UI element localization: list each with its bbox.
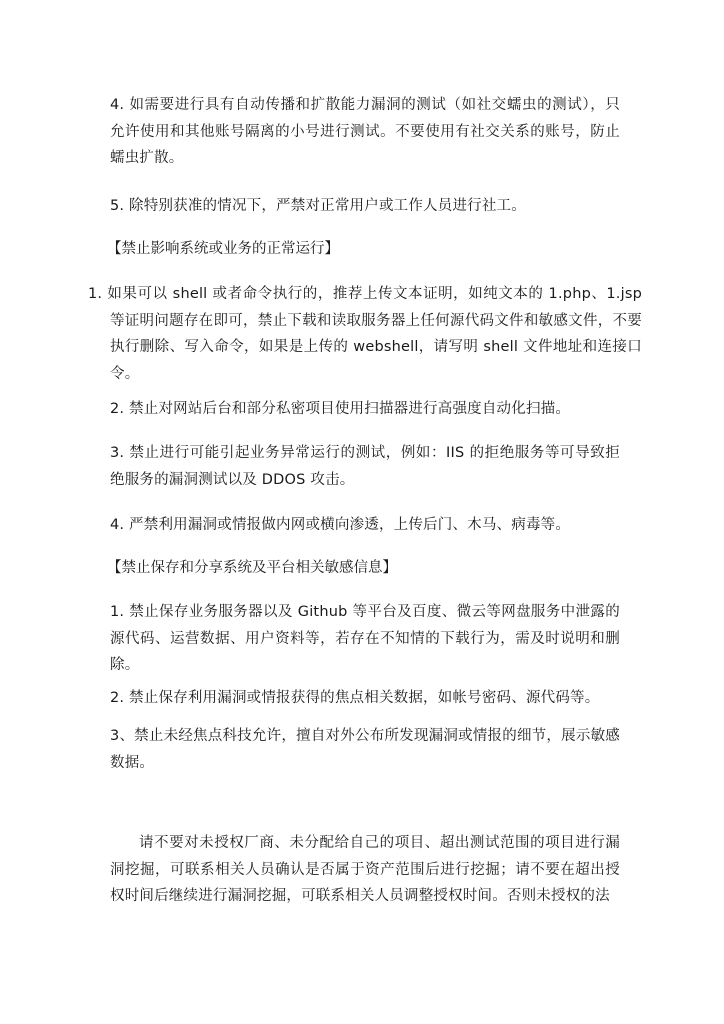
closing-paragraph: 请不要对未授权厂商、未分配给自己的项目、超出测试范围的项目进行漏洞挖掘，可联系相关人员确认是否属于资产范围后进行挖掘；请不要在超出授权时间后继续进行漏洞挖掘，可联系相关人员调整授权时间。否则未授权的法 <box>110 835 620 904</box>
section-heading-sensitive-info: 【禁止保存和分享系统及平台相关敏感信息】 <box>107 560 397 576</box>
rule-item-2-focus-data: 2. 禁止保存利用漏洞或情报获得的焦点相关数据，如帐号密码、源代码等。 <box>110 690 600 706</box>
section-heading-normal-operation: 【禁止影响系统或业务的正常运行】 <box>107 241 339 257</box>
rule-item-4-worm-testing: 4. 如需要进行具有自动传播和扩散能力漏洞的测试（如社交蠕虫的测试），只允许使用和其他账号隔离的小号进行测试。不要使用有社交关系的账号，防止蠕虫扩散。 <box>110 97 620 166</box>
rule-item-3-dos: 3. 禁止进行可能引起业务异常运行的测试，例如：IIS 的拒绝服务等可导致拒绝服务的漏洞测试以及 DDOS 攻击。 <box>110 445 620 488</box>
rule-item-1-shell-upload: 1. 如果可以 shell 或者命令执行的，推荐上传文本证明，如纯文本的 1.php、1.jsp 等证明问题存在即可，禁止下载和读取服务器上任何源代码文件和敏感文件，不要执行删除、写入命令，如果是上传的 webshell，请写明 shell 文件地址和连接口令。 <box>88 286 642 382</box>
rule-item-2-scanner: 2. 禁止对网站后台和部分私密项目使用扫描器进行高强度自动化扫描。 <box>110 401 571 417</box>
rule-item-1-source-code: 1. 禁止保存业务服务器以及 Github 等平台及百度、微云等网盘服务中泄露的源代码、运营数据、用户资料等，若存在不知情的下载行为，需及时说明和删除。 <box>110 604 620 673</box>
rule-item-3-disclosure: 3、禁止未经焦点科技允许，擅自对外公布所发现漏洞或情报的细节，展示敏感数据。 <box>110 728 620 771</box>
rule-item-5-social-engineering: 5. 除特别获准的情况下，严禁对正常用户或工作人员进行社工。 <box>110 198 526 214</box>
rule-item-4-lateral-movement: 4. 严禁利用漏洞或情报做内网或横向渗透，上传后门、木马、病毒等。 <box>110 517 571 533</box>
